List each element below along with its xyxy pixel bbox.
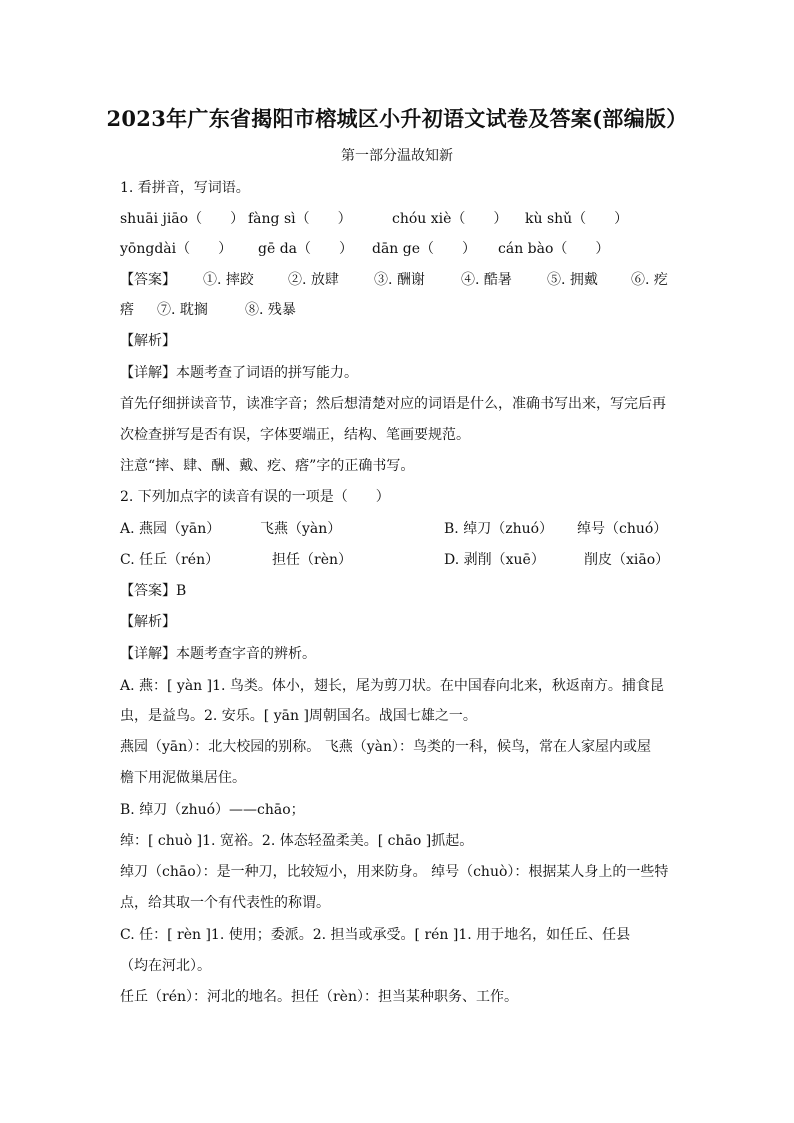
question-2-heading: 2. 下列加点字的读音有误的一项是（ ）: [120, 489, 390, 505]
answer-item: ③. 酬谢: [374, 272, 425, 288]
pinyin-item: gē da（ ）: [258, 241, 354, 257]
pinyin-item: dān ge（ ）: [372, 241, 477, 257]
q1-answer-row-2: [120, 300, 680, 320]
q1-paragraph-line: 次检查拼写是否有误，字体要端正，结构、笔画要规范。: [120, 427, 470, 443]
answer-item: ⑦. 耽搁: [157, 302, 208, 318]
q1-note: 注意“摔、肆、酬、戴、疙、瘩”字的正确书写。: [120, 458, 415, 474]
answer-item: ⑧. 残暴: [245, 302, 296, 318]
q1-answer-row-1: [120, 270, 680, 290]
q1-analysis-label: 【解析】: [120, 333, 176, 349]
q1-paragraph-line: 首先仔细拼读音节，读准字音；然后想清楚对应的词语是什么，准确书写出来，写完后再: [120, 396, 666, 412]
q2-explanation-line: 点，给其取一个有代表性的称谓。: [120, 895, 330, 911]
pinyin-item: yōngdài（ ）: [120, 241, 233, 257]
document-title: 2023年广东省揭阳市榕城区小升初语文试卷及答案(部编版）: [106, 106, 688, 131]
q2-explanation-line: 任丘（rén）：河北的地名。担任（rèn）：担当某种职务、工作。: [120, 989, 518, 1005]
option-a-item-2: 飞燕（yàn）: [260, 521, 342, 537]
q2-explanation-line: （均在河北）。: [120, 958, 211, 974]
option-b-item-1: B. 绰刀（zhuó）: [444, 521, 554, 537]
option-c-item-1: C. 任丘（rén）: [120, 552, 220, 568]
q2-explanation-line: C. 任：[ rèn ]1. 使用；委派。2. 担当或承受。[ rén ]1. 用于地名，如任丘、任县: [120, 927, 631, 943]
answer-item: 瘩: [120, 302, 134, 318]
answer-item: ⑥. 疙: [631, 272, 668, 288]
q1-pinyin-row-2: [120, 239, 680, 259]
q1-pinyin-row-1: [120, 209, 680, 229]
pinyin-item: kù shǔ（ ）: [525, 211, 629, 227]
answer-item: ④. 酷暑: [461, 272, 512, 288]
option-b-item-2: 绰号（chuó）: [577, 521, 668, 537]
q2-options-row-2: [120, 550, 680, 570]
q2-explanation-line: B. 绰刀（zhuó）——chāo；: [120, 802, 305, 818]
answer-item: ⑤. 拥戴: [547, 272, 598, 288]
pinyin-item: fàng sì（ ）: [248, 211, 352, 227]
q2-explanation-line: 绰刀（chāo）：是一种刀，比较短小，用来防身。 绰号（chuò）：根据某人身上的一些特: [120, 864, 669, 880]
pinyin-item: shuāi jiāo（ ）: [120, 211, 245, 227]
option-a-item-1: A. 燕园（yān）: [120, 521, 221, 537]
pinyin-item: chóu xiè（ ）: [392, 211, 508, 227]
option-c-item-2: 担任（rèn）: [272, 552, 352, 568]
q1-detail: 【详解】本题考查了词语的拼写能力。: [120, 365, 358, 381]
option-d-item-1: D. 剥削（xuē）: [444, 552, 545, 568]
q2-explanation-line: 虫，是益鸟。2. 安乐。[ yān ]周朝国名。战国七雄之一。: [120, 708, 477, 724]
answer-item: ①. 摔跤: [203, 272, 254, 288]
q2-explanation-line: 绰：[ chuò ]1. 宽裕。2. 体态轻盈柔美。[ chāo ]抓起。: [120, 833, 474, 849]
q2-explanation-line: 燕园（yān）：北大校园的别称。 飞燕（yàn）：鸟类的一科，候鸟，常在人家屋内或屋: [120, 739, 651, 755]
q2-detail: 【详解】本题考查字音的辨析。: [120, 646, 316, 662]
option-d-item-2: 削皮（xiāo）: [584, 552, 670, 568]
question-1-heading: 1. 看拼音，写词语。: [120, 180, 250, 196]
pinyin-item: cán bào（ ）: [498, 241, 610, 257]
q2-answer: 【答案】B: [120, 583, 187, 599]
q2-analysis-label: 【解析】: [120, 614, 176, 630]
q2-explanation-line: 檐下用泥做巢居住。: [120, 770, 246, 786]
answer-item: ②. 放肆: [288, 272, 339, 288]
answer-label: 【答案】: [120, 272, 176, 288]
q2-explanation-line: A. 燕：[ yàn ]1. 鸟类。体小，翅长，尾为剪刀状。在中国春向北来，秋返南方。捕食昆: [120, 678, 664, 694]
q2-options-row-1: [120, 519, 680, 539]
section-subtitle: 第一部分温故知新: [341, 148, 453, 164]
